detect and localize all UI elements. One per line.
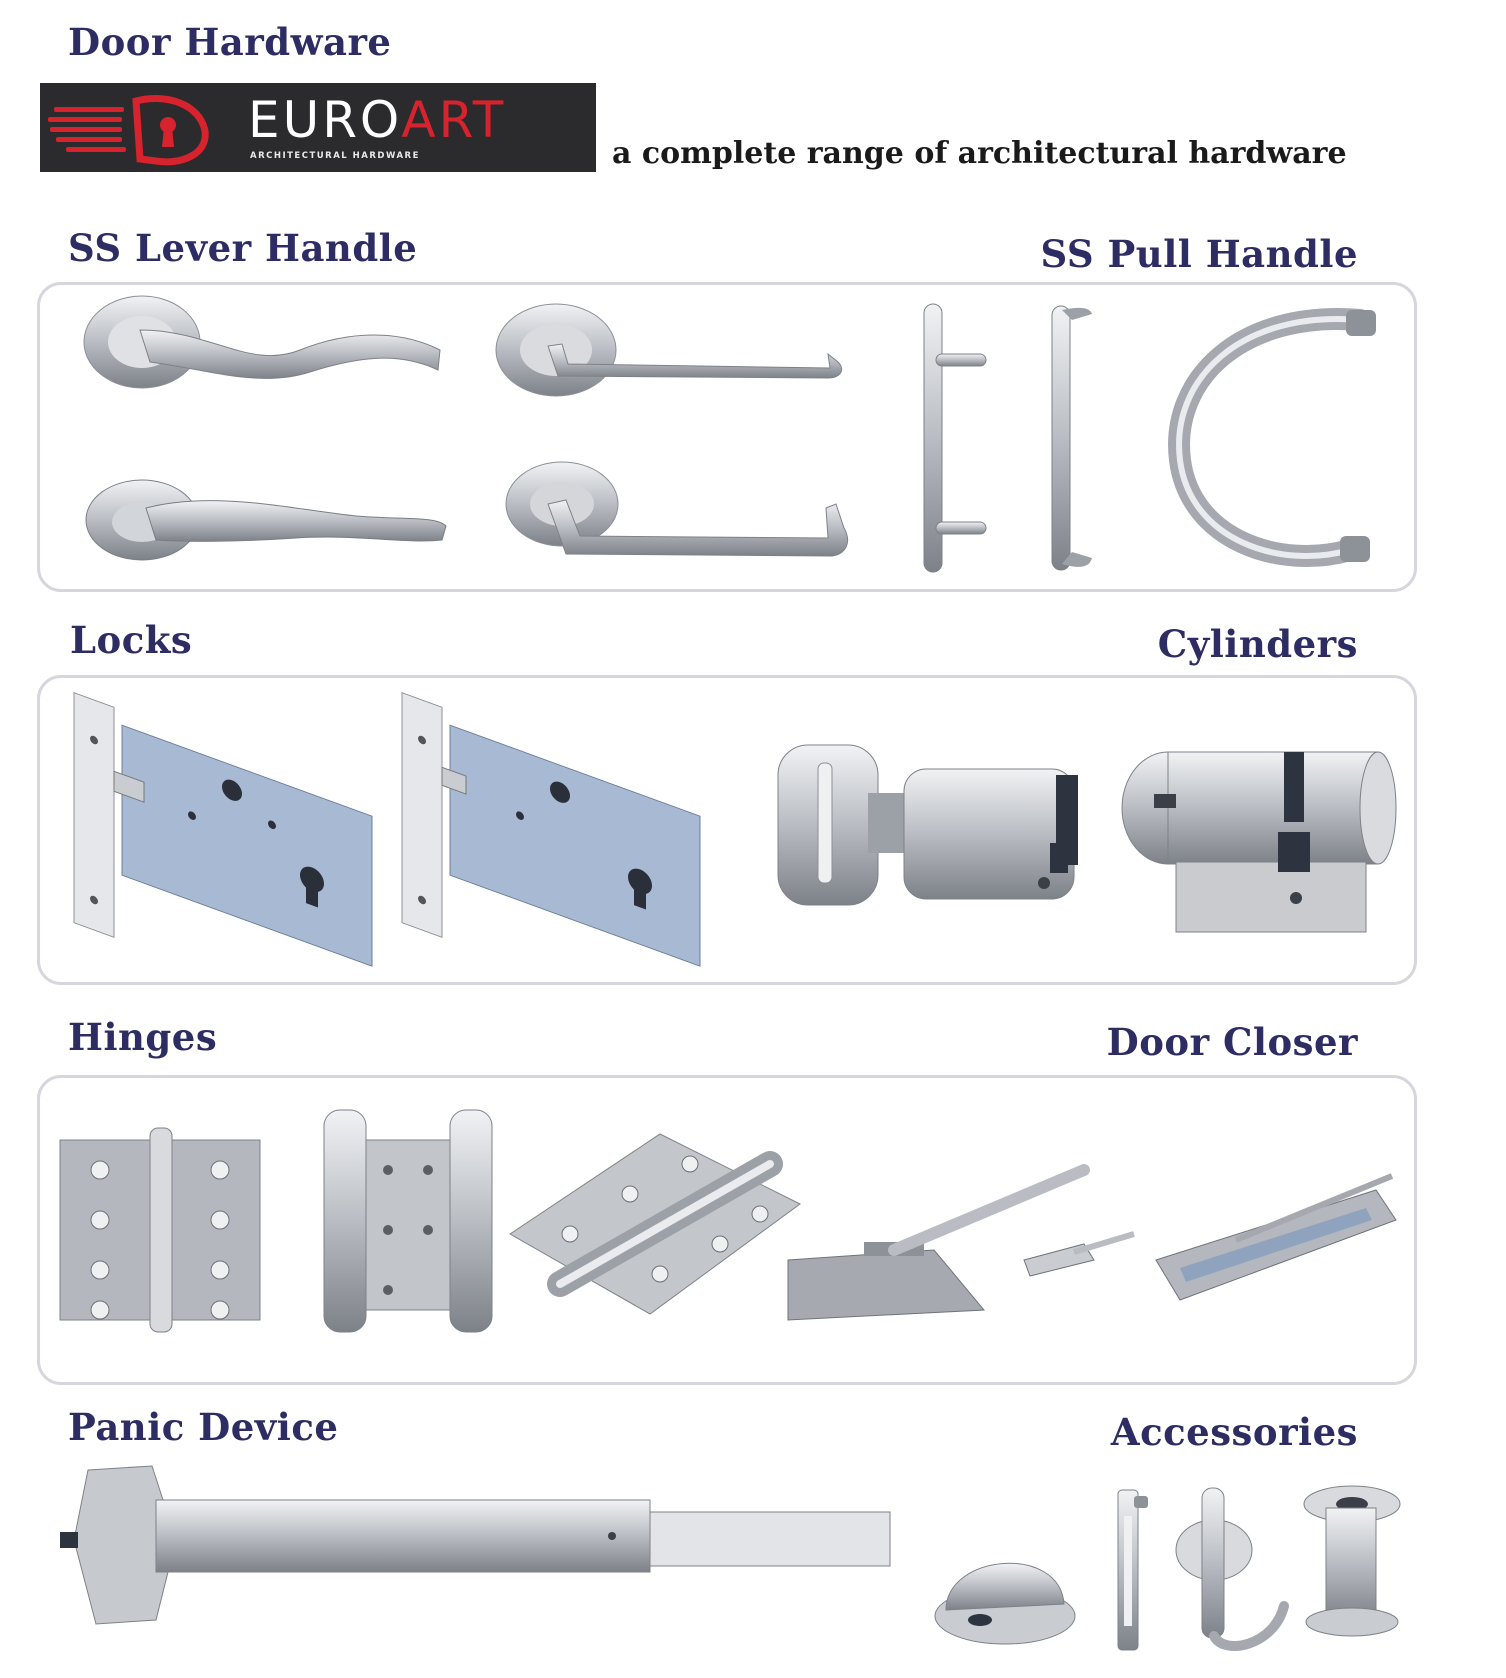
lift-off-hinge-image [510,1124,810,1344]
pull-handle-image-2 [1042,300,1112,580]
heading-panic-device: Panic Device [68,1405,339,1449]
euro-cylinder-image [1116,712,1406,942]
heading-lever-handle: SS Lever Handle [68,226,418,270]
door-viewer-image [1296,1484,1406,1644]
pull-handle-image-1 [910,300,1000,580]
thumbturn-cylinder-image [774,735,1094,935]
lever-handle-image-2 [488,300,868,420]
heading-hinges: Hinges [68,1015,218,1059]
page-title: Door Hardware [68,20,392,64]
mortise-lock-image-1 [72,712,412,952]
logo-art: ART [401,91,507,149]
logo-euro: EURO [248,91,402,149]
heading-locks: Locks [70,618,193,662]
heading-cylinders: Cylinders [1157,622,1358,666]
logo-wordmark [248,91,507,149]
lever-handle-image-1 [70,290,450,410]
logo-subtitle: ARCHITECTURAL HARDWARE [250,151,420,161]
lever-handle-image-3 [76,470,456,580]
door-stop-image [930,1524,1080,1654]
mortise-lock-image-2 [400,712,740,952]
tagline: a complete range of architectural hardware [612,136,1347,171]
overhead-door-closer-image [784,1160,1144,1340]
heading-accessories: Accessories [1110,1410,1358,1454]
lever-handle-image-4 [496,458,876,578]
butt-hinge-image [60,1120,280,1340]
heading-door-closer: Door Closer [1106,1020,1358,1064]
pull-handle-image-3 [1160,300,1380,580]
heading-pull-handle: SS Pull Handle [1040,232,1358,276]
panic-bar-image [56,1460,906,1640]
euroart-logo [40,83,596,172]
coat-hook-image [1164,1486,1294,1656]
flush-bolt-image [1104,1486,1154,1656]
hand-key-icon [40,83,230,172]
concealed-door-closer-image [1156,1170,1406,1320]
spring-hinge-image [320,1110,500,1340]
